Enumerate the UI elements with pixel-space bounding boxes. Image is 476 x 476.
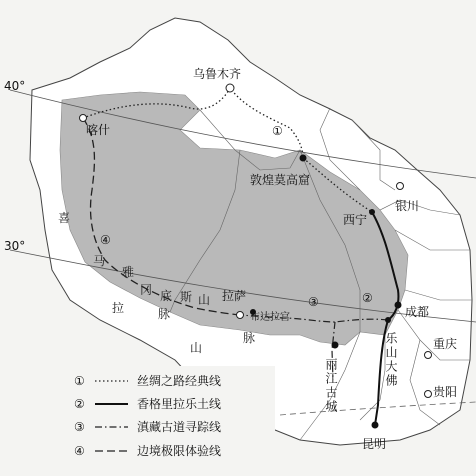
dot-dunhuang: [300, 155, 307, 162]
range-char: 斯: [180, 290, 193, 304]
legend-num: ②: [74, 397, 85, 411]
legend: [70, 366, 275, 466]
dot-leshan: [385, 317, 391, 323]
label-kunming: 昆明: [362, 437, 387, 451]
marker-guiyang: [425, 391, 432, 398]
dot-chengdu: [395, 302, 402, 309]
label-xining: 西宁: [343, 213, 368, 227]
label-leshan: 乐山大佛: [384, 332, 398, 388]
range-char: 喜: [58, 211, 71, 225]
range-char: 山: [198, 293, 211, 307]
route-marker-1: ①: [272, 124, 283, 138]
label-lasa: 拉萨: [222, 289, 247, 303]
legend-text: 边境极限体验线: [137, 444, 222, 458]
route-marker-3: ③: [308, 295, 319, 309]
legend-num: ①: [74, 374, 85, 388]
route-marker-2: ②: [362, 291, 373, 305]
legend-text: 滇藏古道寻踪线: [137, 420, 222, 434]
range-char: 脉: [243, 331, 256, 345]
label-chengdu: 成都: [405, 305, 430, 319]
range-char: 拉: [112, 301, 125, 315]
legend-text: 香格里拉乐土线: [137, 397, 222, 411]
range-char: 马: [93, 254, 106, 268]
route-marker-4: ④: [100, 233, 111, 247]
dot-xining: [369, 209, 375, 215]
dot-kunming: [372, 422, 379, 429]
label-yinchuan: 银川: [395, 199, 420, 213]
range-char: 底: [160, 289, 173, 303]
dot-lijiang: [332, 342, 339, 349]
marker-lasa: [237, 312, 244, 319]
label-potala: 布达拉宫: [250, 312, 290, 323]
legend-text: 丝绸之路经典线: [137, 374, 222, 388]
label-dunhuang: 敦煌莫高窟: [250, 173, 311, 187]
label-urumqi: 乌鲁木齐: [193, 67, 242, 81]
marker-yinchuan: [397, 183, 404, 190]
legend-num: ③: [74, 420, 85, 434]
lat-label-30: 30°: [4, 239, 26, 253]
label-guiyang: 贵阳: [433, 385, 458, 399]
legend-num: ④: [74, 444, 85, 458]
range-char: 脉: [158, 307, 171, 321]
range-char: 山: [190, 341, 203, 355]
marker-kashgar: [80, 115, 87, 122]
lat-label-40: 40°: [4, 79, 26, 93]
range-char: 雅: [122, 265, 135, 279]
label-lijiang: 丽江古城: [324, 358, 338, 414]
label-chongqing: 重庆: [433, 337, 458, 351]
marker-urumqi: [226, 84, 234, 92]
marker-chongqing: [425, 352, 432, 359]
label-kashgar: 喀什: [86, 123, 111, 137]
range-char: 冈: [140, 283, 153, 297]
